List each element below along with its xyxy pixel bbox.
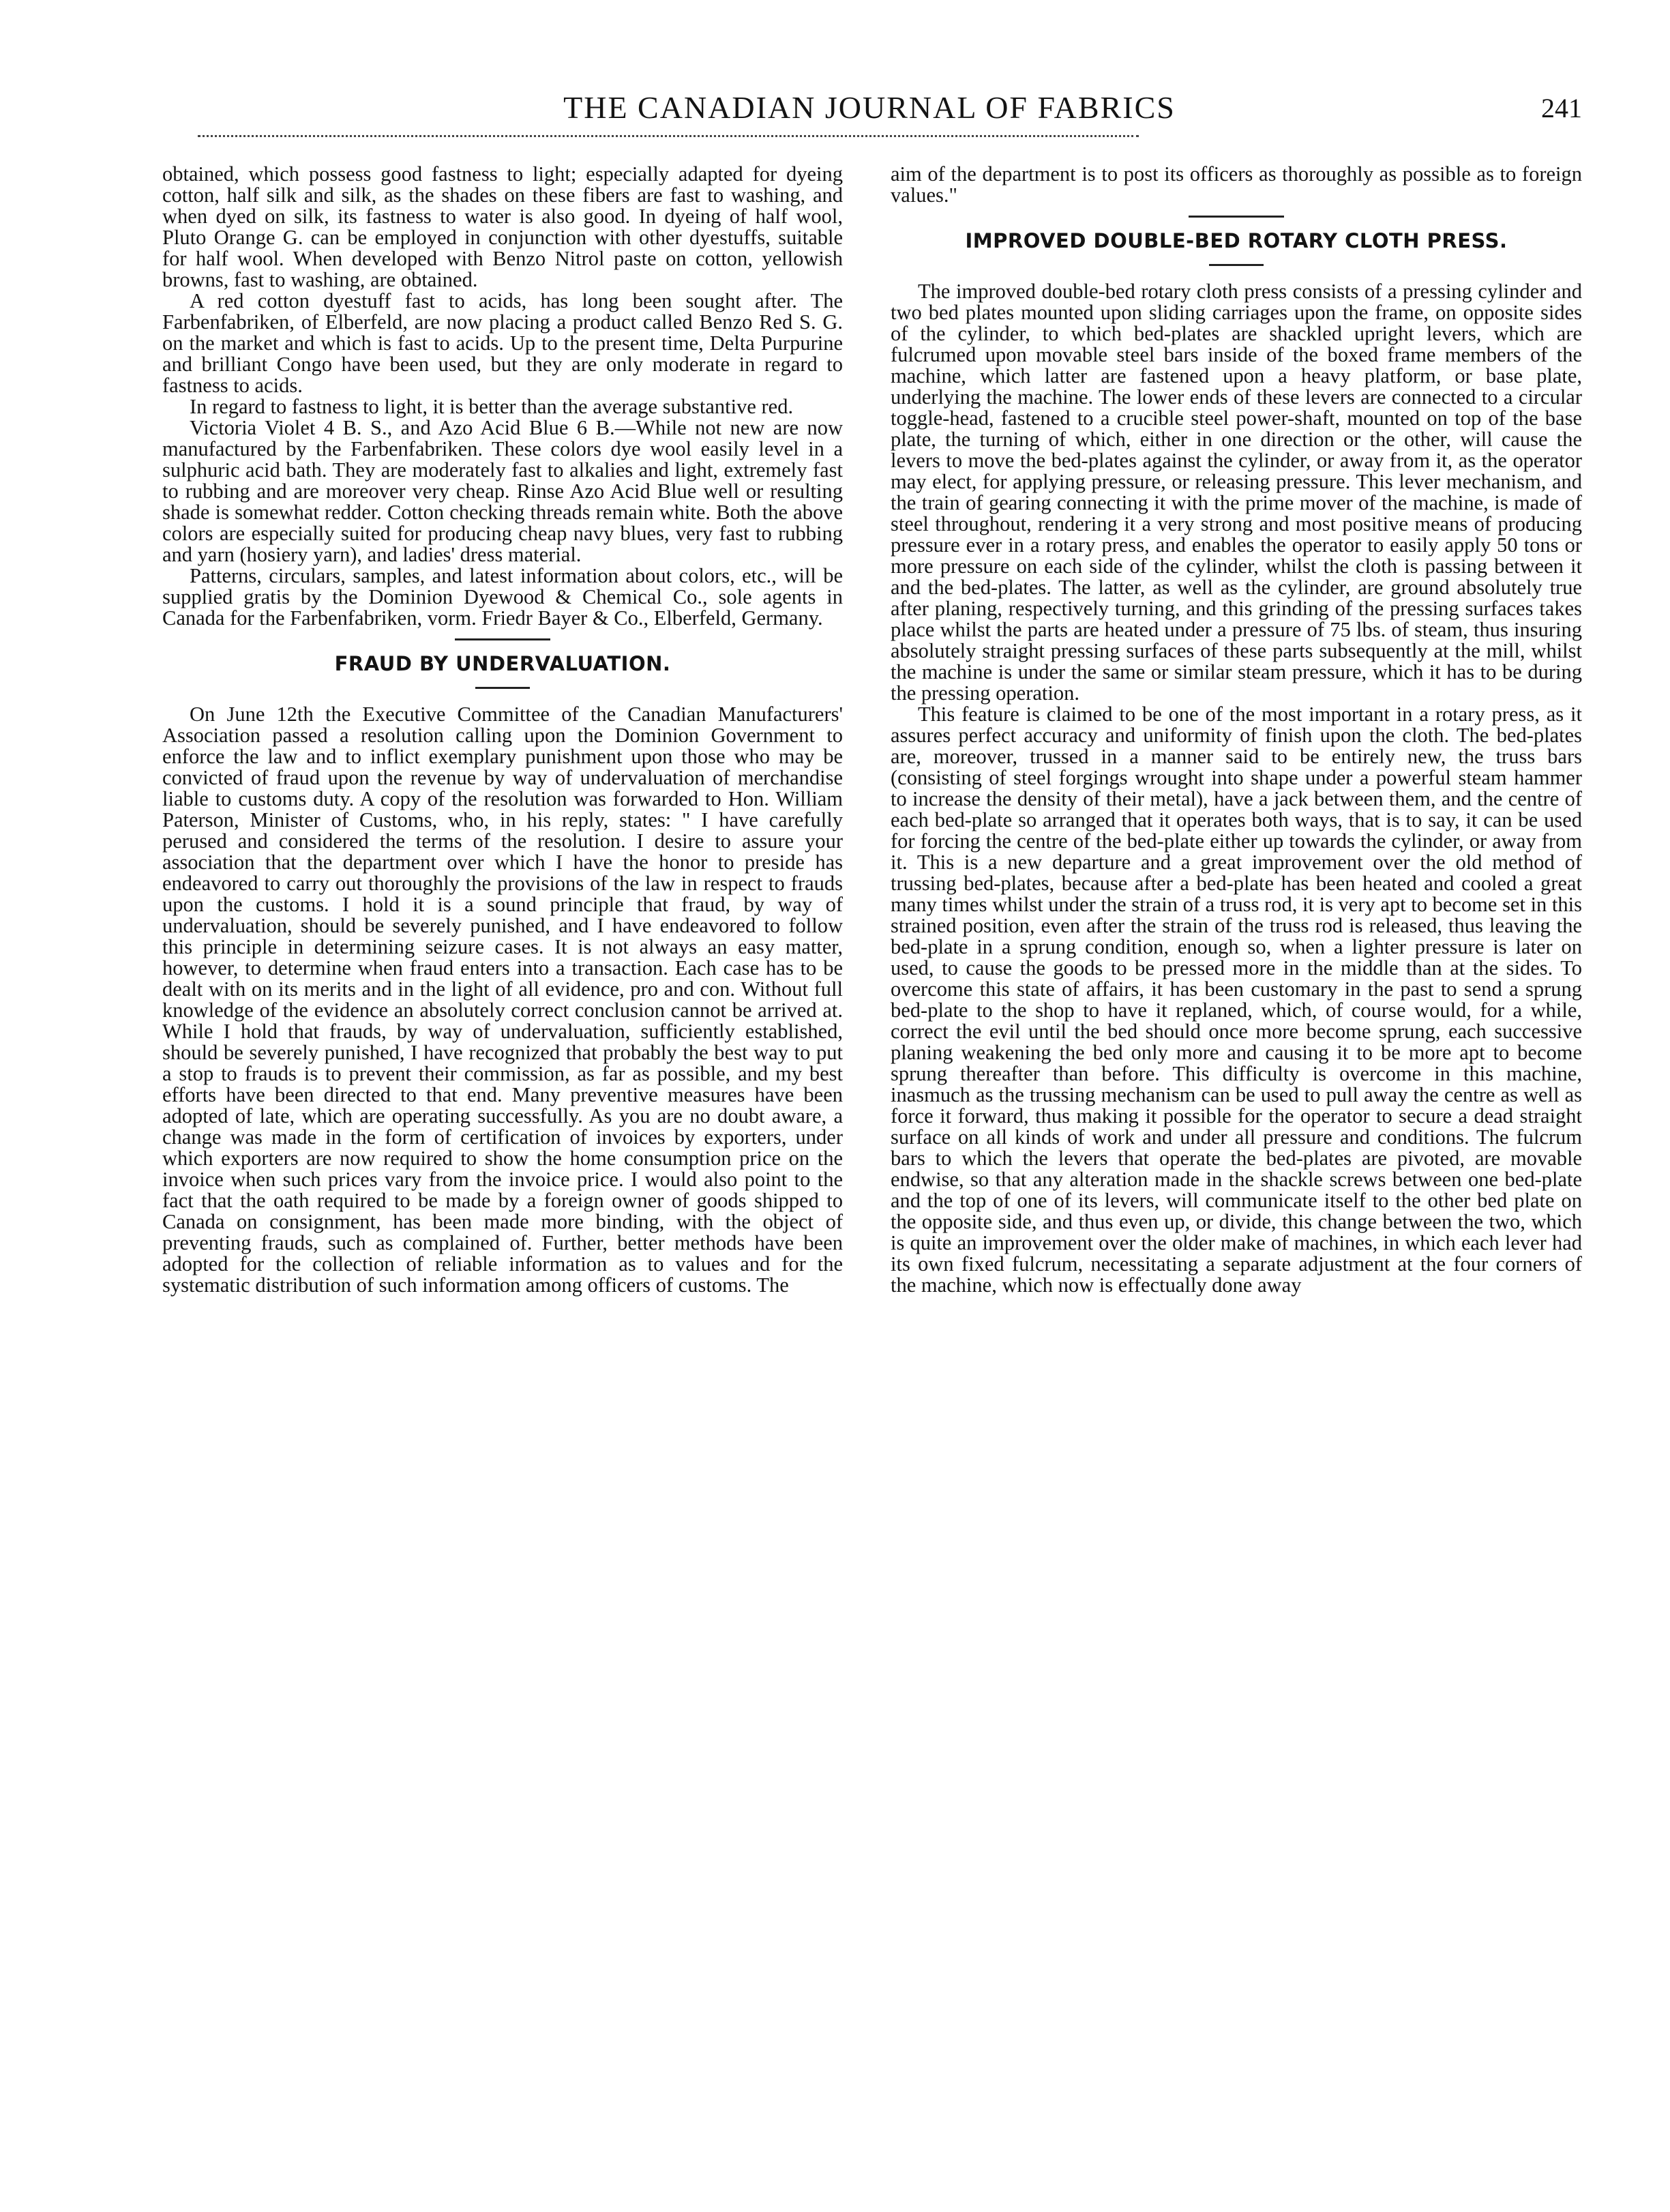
fraud-paragraph: On June 12th the Executive Committee of the Canadian Manufacturers' Association passed a resolution calling upon the Dominion Government to enforce the law and to inflict exemplary punishment upon those who may be convicted of fraud upon the revenue by way of undervaluation of merchandise liable to customs duty. A copy of the resolution was forwarded to Hon. William Paterson, Minister of Customs, who, in his reply, states: " I have carefully perused and considered the terms of the resolution. I desire to assure your association that the department over which I have the honor to preside has endeavored to carry out thoroughly the provisions of the law in respect to frauds upon the customs. I hold it is a sound principle that fraud, by way of undervaluation, should be severely punished, and I have endeavored to follow this principle in determining seizure cases. It is not always an easy matter, however, to determine when fraud enters into a transaction. Each case has to be dealt with on its merits and in the light of all evidence, pro and con. Without full knowledge of the evidence an absolutely correct conclusion cannot be arrived at. While I hold that frauds, by way of undervaluation, sufficiently established, should be severely punished, I have recognized that probably the best way to put a stop to frauds is to prevent their commission, as far as possible, and my best efforts have been directed to that end. Many preventive measures have been adopted of late, which are operating successfully. As you are no doubt aware, a change was made in the form of certification of invoices by exporters, under which exporters are now required to show the home consumption price on the invoice when such prices vary from the invoice price. I would also point to the fact that the oath required to be made by a foreign owner of goods shipped to Canada on consignment, has been made more binding, with the object of preventing frauds, such as complained of. Further, better methods have been adopted for the collection of reliable information as to values and for the systematic distribution of such information among officers of customs. The [162, 703, 843, 1297]
left-column [162, 164, 843, 1296]
page-number: 241 [1541, 93, 1582, 123]
press-paragraph-2: This feature is claimed to be one of the most important in a rotary press, as it assures perfect accuracy and uniformity of finish upon the cloth. The bed-plates are, moreover, trussed in a manner said to be entirely new, the truss bars (consisting of steel forgings wrought into shape under a powerful steam hammer to increase the density of their metal), have a jack between them, and the centre of each bed-plate so arranged that it operates both ways, that is to say, it can be used for forcing the centre of the bed-plate either up towards the cylinder, or away from it. This is a new departure and a great improvement over the old method of trussing bed-plates, because after a bed-plate has been heated and cooled a great many times whilst under the strain of a truss rod, it is very apt to become set in this strained position, even after the strain of the truss rod is released, thus leaving the bed-plate in a sprung condition, enough so, when a lighter pressure is later on used, to cause the goods to be pressed more in the middle than at the sides. To overcome this state of affairs, it has been customary in the past to send a sprung bed-plate to the shop to have it replaned, which, of course would, for a while, correct the evil until the bed should once more become sprung, each successive planing weakening the bed only more and causing it to be more apt to become sprung thereafter than before. This difficulty is overcome in this machine, inasmuch as the trussing mechanism can be used to pull away the centre as well as force it forward, thus making it possible for the operator to secure a dead straight surface on all kinds of work and under all pressure and conditions. The fulcrum bars to which the levers that operate the bed-plates are pivoted, are movable endwise, so that any alteration made in the shackle screws between one bed-plate and the top of one of its levers, will communicate itself to the other bed plate on the opposite side, and thus even up, or divide, this change between the two, which is quite an improvement over the older make of machines, in which each lever had its own fixed fulcrum, necessitating a separate adjustment at the four corners of the machine, which now is effectually done away [891, 703, 1582, 1297]
dyes-paragraph-4: Victoria Violet 4 B. S., and Azo Acid Blue 6 B.—While not new are now manufactured by the Farbenfabriken. These colors dye wool easily level in a sulphuric acid bath. They are moderately fast to alkalies and light, extremely fast to rubbing and are moreover very cheap. Rinse Azo Acid Blue well or resulting shade is somewhat redder. Cotton checking threads remain white. Both the above colors are especially suited for producing cheap navy blues, very fast to rubbing and yarn (hosiery yarn), and ladies' dress material. [162, 416, 843, 566]
dyes-paragraph-1: obtained, which possess good fastness to light; especially adapted for dyeing cotton, half silk and silk, as the shades on these fibers are fast to washing, and when dyed on silk, its fastness to water is also good. In dyeing of half wool, Pluto Orange G. can be employed in conjunction with other dyestuffs, suitable for half wool. When developed with Benzo Nitrol paste on cotton, yellowish browns, fast to washing, are obtained. [162, 162, 843, 291]
journal-title: THE CANADIAN JOURNAL OF FABRICS [563, 90, 1176, 125]
dyes-paragraph-3: In regard to fastness to light, it is better than the average substantive red. [190, 395, 794, 418]
fraud-continuation: aim of the department is to post its officers as thoroughly as possible as to foreign values." [891, 162, 1582, 207]
press-paragraph-1: The improved double-bed rotary cloth press consists of a pressing cylinder and two bed plates mounted upon sliding carriages upon the frame, on opposite sides of the cylinder, to which bed-plates are shackled upright levers, which are fulcrumed upon movable steel bars inside of the boxed frame members of the machine, which latter are fastened upon a heavy platform, or base plate, underlying the machine. The lower ends of these levers are connected to a circular toggle-head, fastened to a crucible steel power-shaft, mounted on top of the base plate, the turning of which, either in one direction or the other, will cause the levers to move the bed-plates against the cylinder, or away from it, as the operator may elect, for applying pressure, or releasing pressure. This lever mechanism, and the train of gearing connecting it with the prime mover of the machine, is made of steel throughout, rendering it a very strong and most positive means of producing pressure ever in a rotary press, and enables the operator to easily apply 50 tons or more pressure on each side of the cylinder, whilst the cloth is passing between it and the bed-plates. The latter, as well as the cylinder, are ground absolutely true after planing, respectively turning, and this grinding of the pressing surfaces takes place whilst the parts are heated under a pressure of 75 lbs. of steam, thus insuring absolutely straight pressing surfaces of these parts subsequently at the mill, whilst the machine is under the same or similar steam pressure, which it has to be during the pressing operation. [891, 280, 1582, 705]
page-header [157, 87, 1582, 135]
header-rule [198, 135, 1139, 137]
fraud-heading: FRAUD BY UNDERVALUATION. [334, 652, 671, 675]
dyes-paragraph-2: A red cotton dyestuff fast to acids, has long been sought after. The Farbenfabriken, of Elberfeld, are now placing a product called Benzo Red S. G. on the market and which is fast to acids. Up to the present time, Delta Purpurine and brilliant Congo have been used, but they are only moderate in regard to fastness to acids. [162, 289, 843, 397]
right-column [891, 164, 1582, 1296]
press-heading: IMPROVED DOUBLE-BED ROTARY CLOTH PRESS. [965, 229, 1508, 252]
dyes-paragraph-5: Patterns, circulars, samples, and latest information about colors, etc., will be supplied gratis by the Dominion Dyewood & Chemical Co., sole agents in Canada for the Farbenfabriken, vorm. Friedr Bayer & Co., Elberfeld, Germany. [162, 564, 843, 630]
